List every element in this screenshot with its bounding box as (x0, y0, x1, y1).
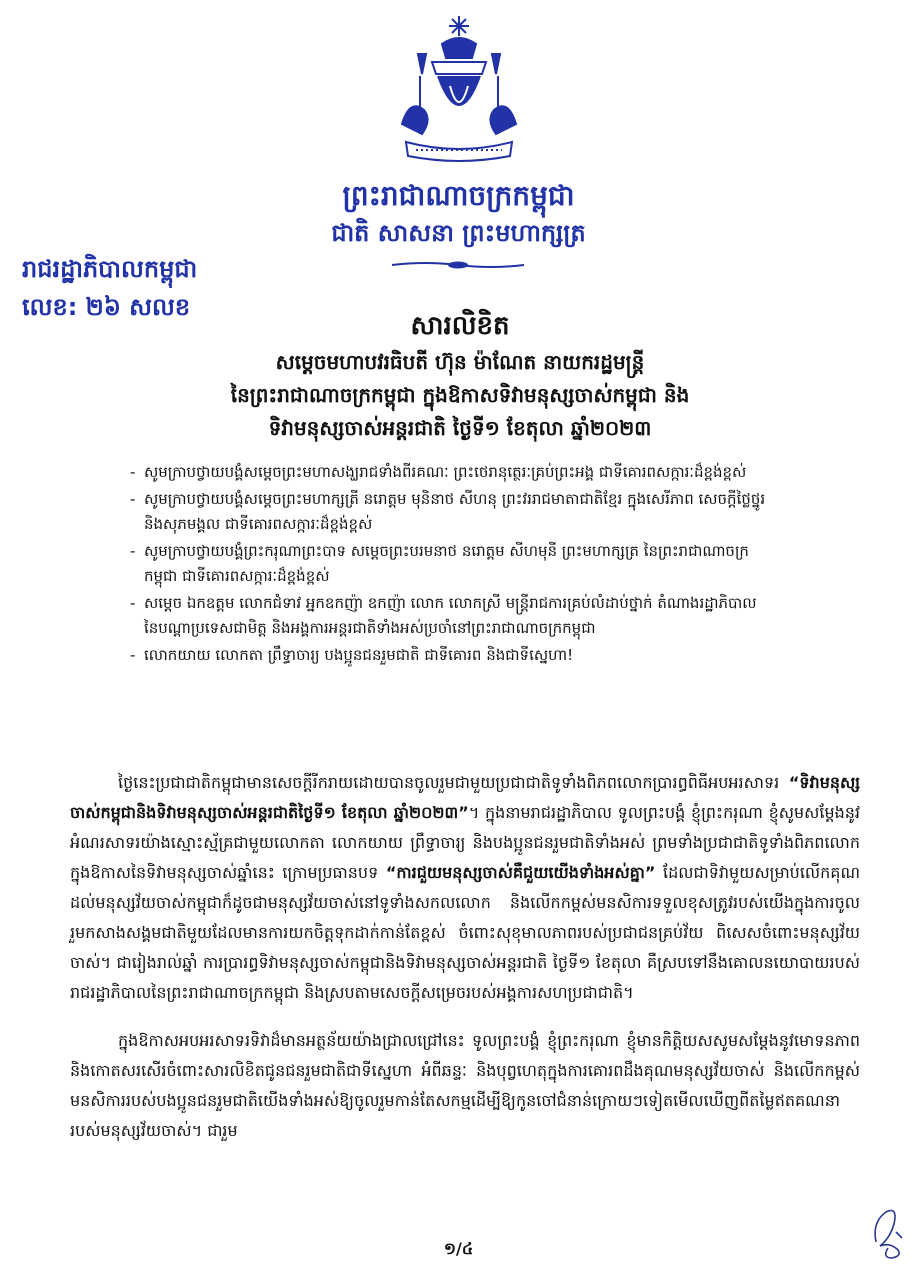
letter-body (70, 768, 860, 1164)
reference-number: លេខ: ២៦ សលខ (22, 293, 191, 321)
page-number: ១/៤ (443, 1239, 474, 1258)
event-name: “ទិវាមនុស្សចាស់កម្ពុជានិងទិវាមនុស្សចាស់អន្តរជាតិថ្ងៃទី១ ខែតុលា ឆ្នាំ២០២៣” (70, 773, 860, 822)
text-span: ដែលជាទិវាមួយសម្រាប់លើកគុណដល់មនុស្សវ័យចាស់កម្ពុជាក៏ដូចជាមនុស្សវ័យចាស់នៅទូទាំងសកលលោក និងលើកកម្ពស់មនសិការទទួលខុសត្រូវរបស់យើងក្នុងការចូលរួមកសាងសង្គមជាតិមួយដែលមានការយកចិត្តទុកដាក់កាន់តែខ្ពស់ ចំពោះសុខុមាលភាពរបស់ប្រជាជនគ្រប់វ័យ ពិសេសចំពោះមនុស្សវ័យចាស់។ ជារៀងរាល់ឆ្នាំ ការប្រារព្ធទិវាមនុស្សចាស់កម្ពុជានិងទិវាមនុស្សចាស់អន្តរជាតិ ថ្ងៃទី១ ខែតុលា គឺស្របទៅនឹងគោលនយោបាយរបស់រាជរដ្ឋាភិបាលនៃព្រះរាជាណាចក្រកម្ពុជា និងស្របតាមសេចក្តីសម្រេចរបស់អង្គការសហប្រជាជាតិ។ (70, 863, 860, 1002)
title-line: នៃព្រះរាជាណាចក្រកម្ពុជា ក្នុងឱកាសទិវាមនុស្សចាស់កម្ពុជា និង (230, 383, 690, 407)
ornament-divider-icon (392, 258, 524, 272)
royal-coat-of-arms-icon (392, 14, 526, 164)
text-span: ថ្ងៃនេះប្រជាជាតិកម្ពុជាមានសេចក្តីរីករាយដោយបានចូលរួមជាមួយប្រជាជាតិទូទាំងពិភពលោកប្រារព្ធពិធីអបអរសាទរ (118, 773, 789, 792)
title-line: ទិវាមនុស្សចាស់អន្តរជាតិ ថ្ងៃទី១ ខែតុលា ឆ្នាំ២០២៣ (268, 416, 652, 440)
theme-title: “ការជួយមនុស្សចាស់គឺជួយយើងទាំងអស់គ្នា” (385, 863, 656, 882)
title-line: សម្តេចមហាបវរធិបតី ហ៊ុន ម៉ាណែត នាយករដ្ឋមន្ត្រី (275, 350, 645, 374)
salutation-list (130, 460, 770, 670)
salutation-item: - លោកយាយ លោកតា ព្រឹទ្ធាចារ្យ បងប្អូនជនរួមជាតិ ជាទីគោរព និងជាទីស្នេហា! (130, 643, 770, 668)
initials-signature-icon (868, 1202, 906, 1262)
kingdom-title: ព្រះរាជាណាចក្រកម្ពុជា (342, 179, 575, 212)
salutation-item: - សូមក្រាបថ្វាយបង្គំព្រះករុណាព្រះបាទ សម្តេចព្រះបរមនាថ នរោត្តម សីហមុនី ព្រះមហាក្សត្រ នៃព្រះរាជាណាចក្រកម្ពុជា ជាទីគោរពសក្ការៈដ៏ខ្ពង់ខ្ពស់ (130, 539, 770, 589)
document-type: សារលិខិត (410, 311, 510, 341)
salutation-item: - សូមក្រាបថ្វាយបង្គំសម្តេចព្រះមហាក្សត្រី នរោត្តម មុនិនាថ សីហនុ ព្រះវររាជមាតាជាតិខ្មែរ ក្នុងសេរីភាព សេចក្តីថ្លៃថ្នូរ និងសុភមង្គល ជាទីគោរពសក្ការៈដ៏ខ្ពង់ខ្ពស់ (130, 487, 770, 537)
national-motto: ជាតិ សាសនា ព្រះមហាក្សត្រ (331, 219, 586, 247)
issuing-authority: រាជរដ្ឋាភិបាលកម្ពុជា (22, 255, 198, 283)
text-span: ។ ក្នុងនាមរាជរដ្ឋាភិបាល ទូលព្រះបង្គំ ខ្ញុំព្រះករុណា ខ្ញុំសូមសម្តែងនូវអំណរសាទរយ៉ាងស្មោះស្ម័គ្រជាមួយលោកតា លោកយាយ ព្រឹទ្ធាចារ្យ និងបងប្អូនជនរួមជាតិទាំងអស់ ព្រមទាំងប្រជាជាតិទូទាំងពិភពលោកក្នុងឱកាសនៃទិវាមនុស្សចាស់ឆ្នាំនេះ ក្រោមប្រធានបទ (70, 803, 861, 882)
body-paragraph (70, 768, 860, 1008)
salutation-item: - សម្តេច ឯកឧត្តម លោកជំទាវ អ្នកឧកញ៉ា ឧកញ៉ា លោក លោកស្រី មន្ត្រីរាជការគ្រប់លំដាប់ថ្នាក់ តំណាងរដ្ឋាភិបាល នៃបណ្តាប្រទេសជាមិត្ត និងអង្គការអន្តរជាតិទាំងអស់ប្រចាំនៅព្រះរាជាណាចក្រកម្ពុជា (130, 591, 770, 641)
salutation-item: - សូមក្រាបថ្វាយបង្គំសម្តេចព្រះមហាសង្ឃរាជទាំងពីរគណៈ ព្រះថេរានុត្ថេរៈគ្រប់ព្រះអង្គ ជាទីគោរពសក្ការៈដ៏ខ្ពង់ខ្ពស់ (130, 460, 770, 485)
letter-title-block (60, 306, 860, 445)
body-paragraph: ក្នុងឱកាសអបអរសាទរទិវាដ៏មានអត្ថន័យយ៉ាងជ្រាលជ្រៅនេះ ទូលព្រះបង្គំ ខ្ញុំព្រះករុណា ខ្ញុំមានកិត្តិយសសូមសម្តែងនូវមោទនភាពនិងកោតសរសើរចំពោះសារលិខិតជូនជនរួមជាតិជាទីស្នេហា អំពីឆន្ទៈ និងបុព្វហេតុក្នុងការគោរពដឹងគុណមនុស្សវ័យចាស់ និងលើកកម្ពស់មនសិការរបស់បងប្អូនជនរួមជាតិយើងទាំងអស់ឱ្យចូលរួមកាន់តែសកម្មដើម្បីឱ្យកូនចៅជំនាន់ក្រោយៗទៀតមើលឃើញពីតម្លៃឥតគណនារបស់មនុស្សវ័យចាស់។ ជារួម (70, 1031, 860, 1140)
